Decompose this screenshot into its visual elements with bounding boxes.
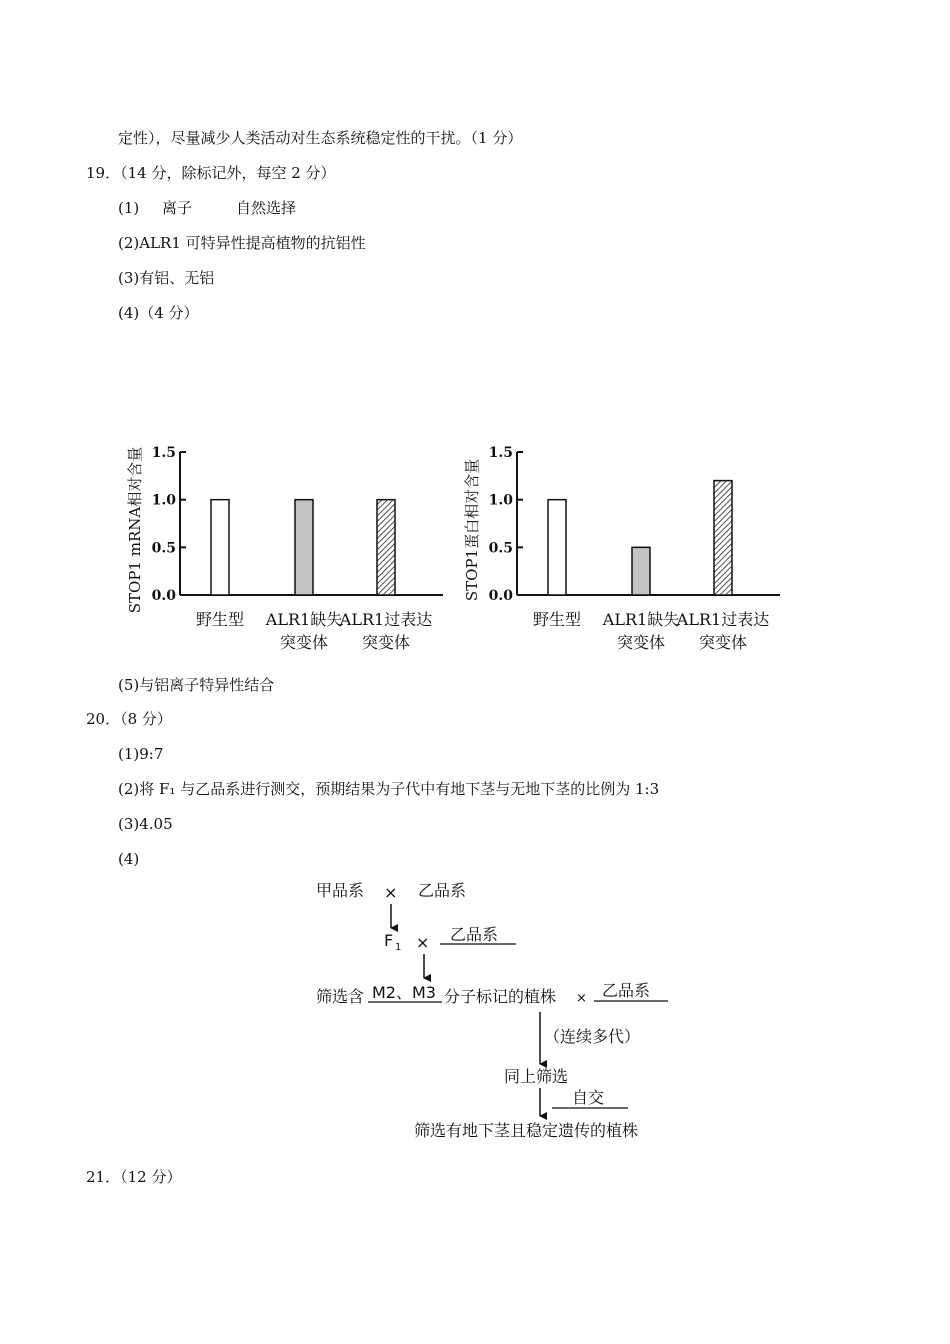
y-tick-label: 1.5 xyxy=(488,445,513,461)
answer-19-1-a: 离子 xyxy=(162,199,193,217)
flow-recurrent-parent: 乙品系 xyxy=(602,981,651,1000)
answer-19-3: (3)有铝、无铝 xyxy=(118,269,215,287)
x-tick-label: 野生型 xyxy=(532,610,582,629)
answer-20-3: (3)4.05 xyxy=(118,815,173,833)
x-tick-label: 野生型 xyxy=(195,610,245,629)
flow-cross-2: × xyxy=(416,933,430,952)
y-tick-label: 0.5 xyxy=(151,540,176,557)
question-19-header: 19．（14 分，除标记外，每空 2 分） xyxy=(86,164,336,182)
answer-19-1-label: (1) xyxy=(118,199,140,217)
question-20-header: 20．（8 分） xyxy=(86,710,172,728)
y-tick-label: 1.5 xyxy=(151,445,176,461)
flow-cross-1: × xyxy=(384,883,398,902)
flow-select-1-c: 分子标记的植株 xyxy=(444,987,557,1006)
y-tick-label: 1.0 xyxy=(151,492,176,509)
bar xyxy=(377,500,395,595)
flow-select-1-a: 筛选含 xyxy=(316,987,365,1006)
flow-note-generations: （连续多代） xyxy=(544,1027,641,1046)
answer-20-4: (4) xyxy=(118,850,140,868)
flow-select-2: 同上筛选 xyxy=(504,1067,569,1086)
y-tick-label: 1.0 xyxy=(488,492,513,509)
flow-cross-3: × xyxy=(576,991,587,1006)
bar xyxy=(295,500,313,595)
answer-20-1: (1)9:7 xyxy=(118,745,164,763)
flow-f1: F xyxy=(384,931,394,950)
chart-stop1-mrna xyxy=(118,435,448,660)
flow-final-select: 筛选有地下茎且稳定遗传的植株 xyxy=(414,1121,639,1140)
bar xyxy=(714,481,732,595)
breeding-flow-diagram xyxy=(300,870,720,1150)
x-tick-label: 突变体 xyxy=(279,633,329,652)
flow-parent-a: 甲品系 xyxy=(316,881,365,900)
answer-20-2: (2)将 F₁ 与乙品系进行测交，预期结果为子代中有地下茎与无地下茎的比例为 1:3 xyxy=(118,780,660,798)
flow-backcross-parent: 乙品系 xyxy=(450,925,499,944)
x-tick-label: 突变体 xyxy=(698,633,748,652)
bar xyxy=(632,547,650,595)
bar xyxy=(548,500,566,595)
question-21-header: 21．（12 分） xyxy=(86,1168,182,1186)
bar xyxy=(211,500,229,595)
x-tick-label: ALR1缺失 xyxy=(602,610,680,629)
y-tick-label: 0.0 xyxy=(151,588,176,604)
answer-line: 定性），尽量减少人类活动对生态系统稳定性的干扰。（1 分） xyxy=(118,129,523,147)
y-axis-label: STOP1蛋白相对含量 xyxy=(463,458,481,602)
y-tick-label: 0.0 xyxy=(488,588,513,604)
flow-selfing: 自交 xyxy=(572,1088,605,1107)
flow-f1-sub: 1 xyxy=(395,942,402,953)
x-tick-label: ALR1过表达 xyxy=(339,610,433,629)
chart-stop1-protein xyxy=(455,435,790,660)
answer-19-1-b: 自然选择 xyxy=(236,199,297,217)
flow-parent-b: 乙品系 xyxy=(418,881,467,900)
answer-19-4: (4)（4 分） xyxy=(118,304,199,322)
flow-select-1-markers: M2、M3 xyxy=(372,983,436,1002)
x-tick-label: 突变体 xyxy=(616,633,666,652)
x-tick-label: ALR1缺失 xyxy=(265,610,343,629)
x-tick-label: 突变体 xyxy=(361,633,411,652)
y-tick-label: 0.5 xyxy=(488,540,513,557)
y-axis-label: STOP1 mRNA相对含量 xyxy=(126,446,144,614)
x-tick-label: ALR1过表达 xyxy=(676,610,770,629)
answer-19-5: (5)与铝离子特异性结合 xyxy=(118,676,275,694)
answer-19-2: (2)ALR1 可特异性提高植物的抗铝性 xyxy=(118,234,366,252)
